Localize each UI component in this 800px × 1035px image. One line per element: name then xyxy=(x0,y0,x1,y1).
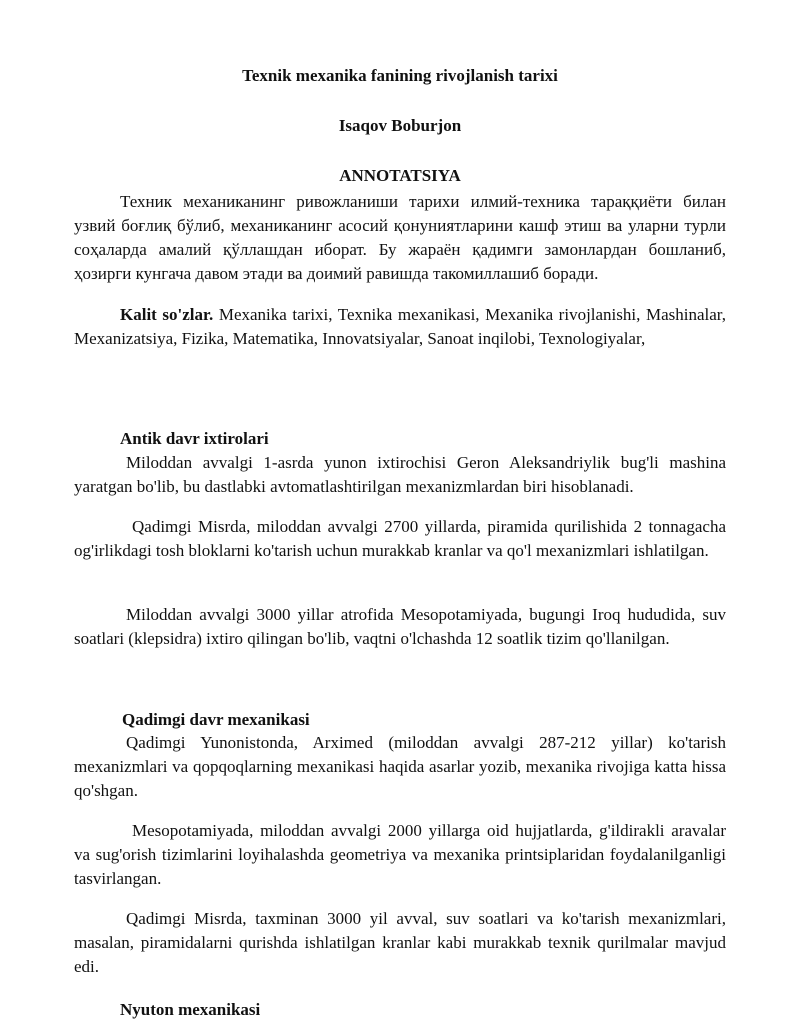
keywords-paragraph xyxy=(74,303,726,351)
section-paragraph xyxy=(74,819,726,891)
section-paragraph xyxy=(74,451,726,499)
paragraph-text: Qadimgi Yunonistonda, Arximed (miloddan avvalgi 287-212 yillar) ko'tarish mexanizmlari va qopqoqlarning mexanikasi haqida asarlar yozib, mexanika rivojiga katta hissa qo'shgan. xyxy=(74,733,726,800)
section-heading-antik: Antik davr ixtirolari xyxy=(120,429,269,448)
paragraph-text: Miloddan avvalgi 3000 yillar atrofida Mesopotamiyada, bugungi Iroq hududida, suv soatlari (klepsidra) ixtiro qilingan bo'lib, vaqtni o'lchashda 12 soatlik tizim qo'llanilgan. xyxy=(74,605,726,648)
section-paragraph xyxy=(74,603,726,651)
annotation-paragraph xyxy=(74,190,726,286)
paper-title: Texnik mexanika fanining rivojlanish tarixi xyxy=(242,66,558,85)
annotation-text: Техник механиканинг ривожланиши тарихи илмий-техника тараққиёти билан узвий боғлиқ бўлиб, механиканинг асосий қонуниятларини кашф этиш ва уларни турли соҳаларда амалий қўллашдан иборат. Бу жараён қадимги замонлардан бошланиб, ҳозирги кунгача давом этади ва доимий равишда такомиллашиб боради. xyxy=(74,192,726,283)
paragraph-text: Mesopotamiyada, miloddan avvalgi 2000 yillarga oid hujjatlarda, g'ildirakli aravalar va sug'orish tizimlarini loyihalashda geometriya va mexanika printsiplaridan foydalanilganligi tasvirlangan. xyxy=(74,821,726,888)
keywords-text: Mexanika tarixi, Texnika mexanikasi, Mexanika rivojlanishi, Mashinalar, Mexanizatsiya, Fizika, Matematika, Innovatsiyalar, Sanoat inqilobi, Texnologiyalar, xyxy=(74,305,726,348)
section-paragraph xyxy=(74,731,726,803)
paragraph-text: Qadimgi Misrda, taxminan 3000 yil avval, suv soatlari va ko'tarish mexanizmlari, masalan, piramidalarni qurishda ishlatilgan kranlar kabi murakkab texnik qurilmalar mavjud edi. xyxy=(74,909,726,976)
annotation-heading: ANNOTATSIYA xyxy=(339,166,461,185)
section-paragraph xyxy=(74,907,726,979)
section-heading-qadimgi: Qadimgi davr mexanikasi xyxy=(122,710,310,729)
author-name: Isaqov Boburjon xyxy=(338,116,462,135)
keywords-label: Kalit so'zlar. xyxy=(120,305,214,324)
paragraph-text: Miloddan avvalgi 1-asrda yunon ixtirochisi Geron Aleksandriylik bug'li mashina yaratgan bo'lib, bu dastlabki avtomatlashtirilgan mexanizmlardan biri hisoblanadi. xyxy=(74,453,726,496)
paragraph-text: Qadimgi Misrda, miloddan avvalgi 2700 yillarda, piramida qurilishida 2 tonnagacha og'irlikdagi tosh bloklarni ko'tarish uchun murakkab kranlar va qo'l mexanizmlari ishlatilgan. xyxy=(74,517,726,560)
section-paragraph xyxy=(74,515,726,563)
section-heading-nyuton: Nyuton mexanikasi xyxy=(120,1000,261,1019)
